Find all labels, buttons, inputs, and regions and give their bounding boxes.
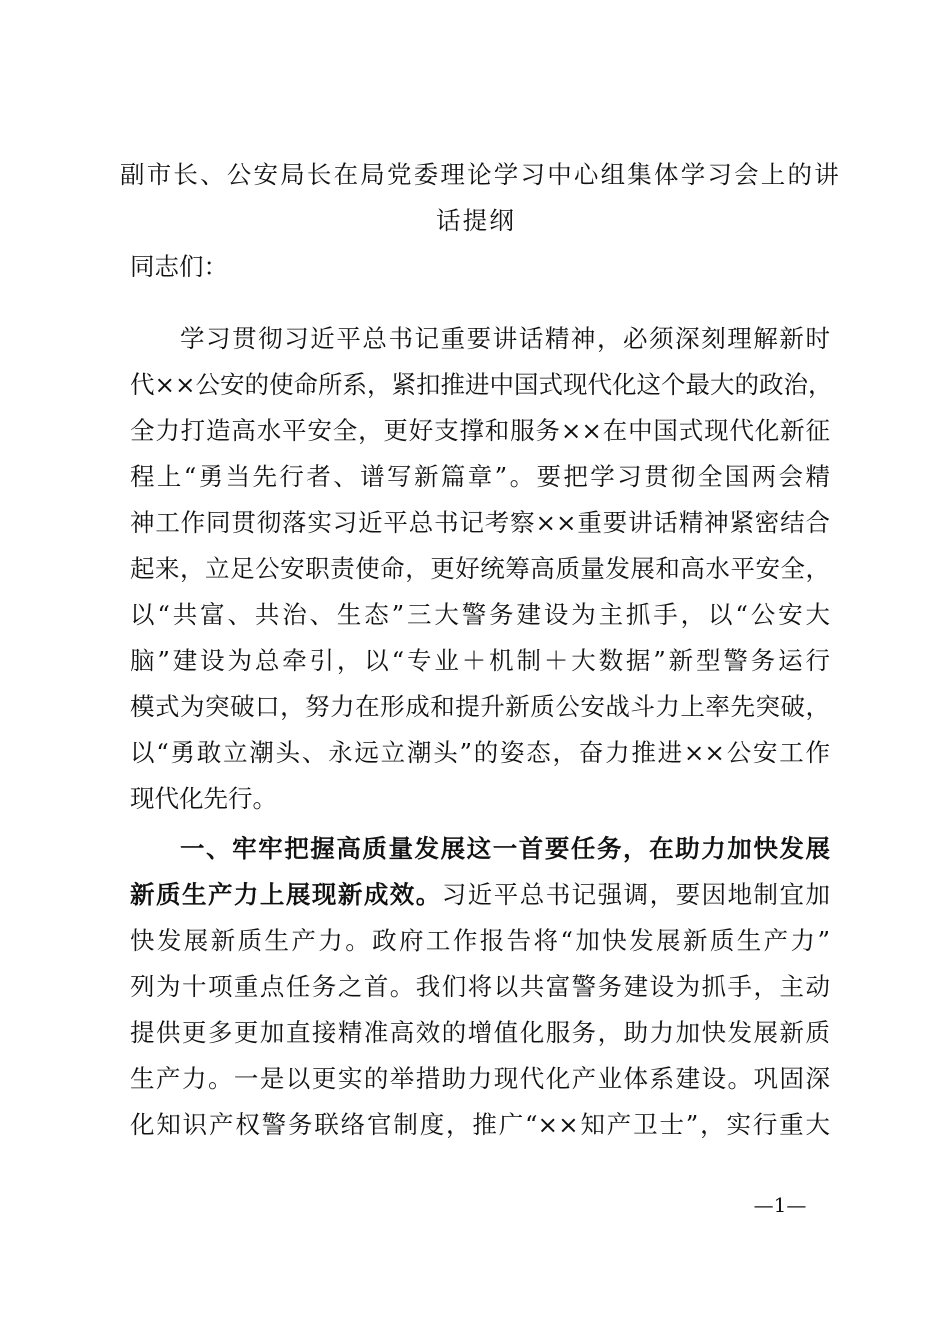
paragraph-1-line: 程上“勇当先行者、谱写新篇章”。要把学习贯彻全国两会精 (130, 462, 830, 491)
section-1-line: 化知识产权警务联络官制度，推广“××知产卫士”，实行重大 (130, 1110, 830, 1139)
document-title-line-1: 副市长、公安局长在局党委理论学习中心组集体学习会上的讲 (120, 160, 841, 189)
document-title-line-2: 话提纲 (435, 206, 517, 235)
section-1-line: 生产力。一是以更实的举措助力现代化产业体系建设。巩固深 (130, 1064, 830, 1093)
section-1-line: 列为十项重点任务之首。我们将以共富警务建设为抓手，主动 (130, 972, 830, 1001)
section-1-line (130, 878, 830, 912)
section-1-text: 习近平总书记强调，要因地制宜加 (441, 880, 831, 909)
page-number: —1— (753, 1193, 807, 1217)
paragraph-1-line: 起来，立足公安职责使命，更好统筹高质量发展和高水平安全， (130, 554, 830, 583)
paragraph-1-line: 脑”建设为总牵引，以“专业＋机制＋大数据”新型警务运行 (130, 646, 830, 675)
section-1-heading-end: 新质生产力上展现新成效。 (130, 880, 442, 909)
paragraph-1-line: 神工作同贯彻落实习近平总书记考察××重要讲话精神紧密结合 (130, 508, 830, 537)
paragraph-1-line: 代××公安的使命所系，紧扣推进中国式现代化这个最大的政治， (130, 370, 833, 399)
paragraph-1-line: 模式为突破口，努力在形成和提升新质公安战斗力上率先突破， (130, 692, 830, 721)
section-1-heading: 一、牢牢把握高质量发展这一首要任务，在助力加快发展 (180, 834, 830, 863)
paragraph-1-line: 现代化先行。 (130, 784, 277, 813)
paragraph-1-line: 以“共富、共治、生态”三大警务建设为主抓手，以“公安大 (130, 600, 830, 629)
paragraph-1-line: 全力打造高水平安全，更好支撑和服务××在中国式现代化新征 (130, 416, 830, 445)
paragraph-1-line: 以“勇敢立潮头、永远立潮头”的姿态，奋力推进××公安工作 (130, 738, 830, 767)
paragraph-1-line: 学习贯彻习近平总书记重要讲话精神，必须深刻理解新时 (180, 324, 830, 353)
section-1-line: 快发展新质生产力。政府工作报告将“加快发展新质生产力” (130, 926, 830, 955)
salutation: 同志们： (130, 252, 228, 281)
section-1-line: 提供更多更加直接精准高效的增值化服务，助力加快发展新质 (130, 1018, 830, 1047)
